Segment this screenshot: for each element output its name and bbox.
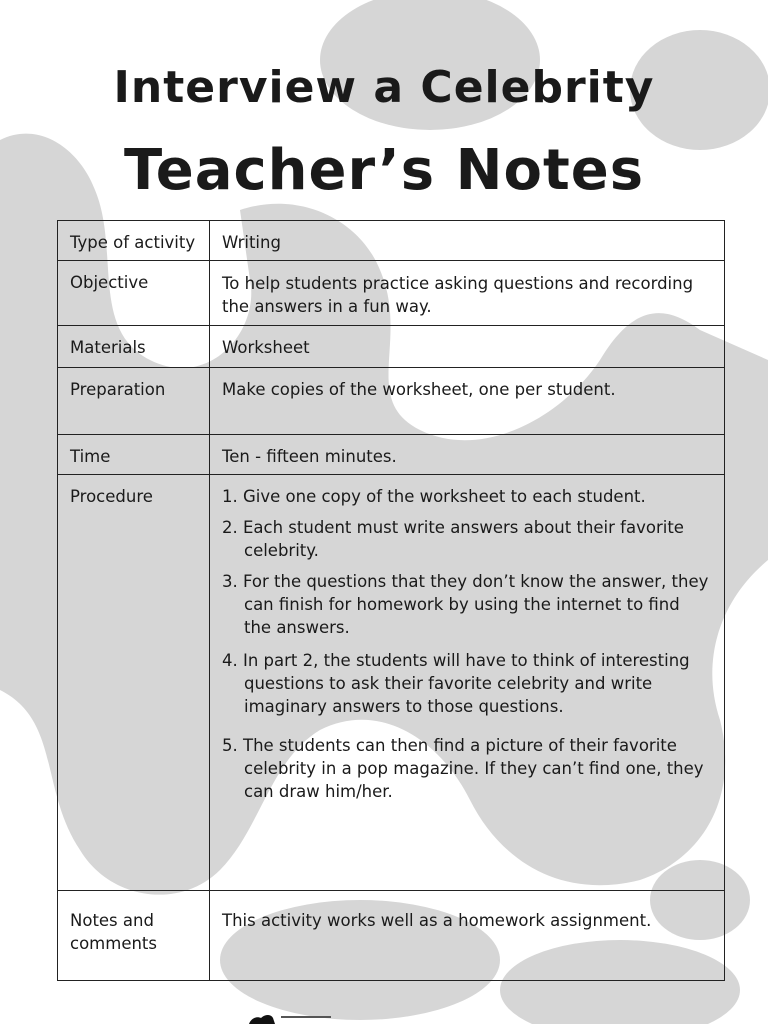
teacher-notes-table <box>57 220 725 981</box>
procedure-step: 4. In part 2, the students will have to think of interesting questions to ask their favorite celebrity and write imaginary answers to those questions. <box>222 651 690 716</box>
row-materials <box>58 326 725 368</box>
label-time: Time <box>58 435 210 475</box>
value-procedure <box>210 475 725 891</box>
value-notes: This activity works well as a homework assignment. <box>210 891 725 981</box>
procedure-step: 3. For the questions that they don’t know the answer, they can finish for homework by using the internet to find the answers. <box>222 572 709 637</box>
label-materials: Materials <box>58 326 210 368</box>
value-objective: To help students practice asking questions and recording the answers in a fun way. <box>210 261 725 326</box>
title-line-2: Teacher’s Notes <box>123 138 645 203</box>
row-type-of-activity <box>58 221 725 261</box>
title-line-1: Interview a Celebrity <box>113 62 655 113</box>
procedure-step: 2. Each student must write answers about their favorite celebrity. <box>222 518 684 560</box>
value-time: Ten - fifteen minutes. <box>210 435 725 475</box>
row-time <box>58 435 725 475</box>
procedure-step: 5. The students can then find a picture of their favorite celebrity in a pop magazine. If they can’t find one, they can draw him/her. <box>222 736 704 801</box>
publisher-logo-icon <box>245 1010 335 1024</box>
label-procedure: Procedure <box>58 475 210 891</box>
row-objective <box>58 261 725 326</box>
value-type-of-activity: Writing <box>210 221 725 261</box>
label-objective: Objective <box>58 261 210 326</box>
row-notes <box>58 891 725 981</box>
procedure-step: 1. Give one copy of the worksheet to each student. <box>222 487 646 506</box>
label-notes: Notes and comments <box>58 891 210 981</box>
row-preparation <box>58 368 725 435</box>
label-preparation: Preparation <box>58 368 210 435</box>
label-type-of-activity: Type of activity <box>58 221 210 261</box>
row-procedure <box>58 475 725 891</box>
procedure-steps <box>222 485 712 803</box>
value-preparation: Make copies of the worksheet, one per student. <box>210 368 725 435</box>
value-materials: Worksheet <box>210 326 725 368</box>
